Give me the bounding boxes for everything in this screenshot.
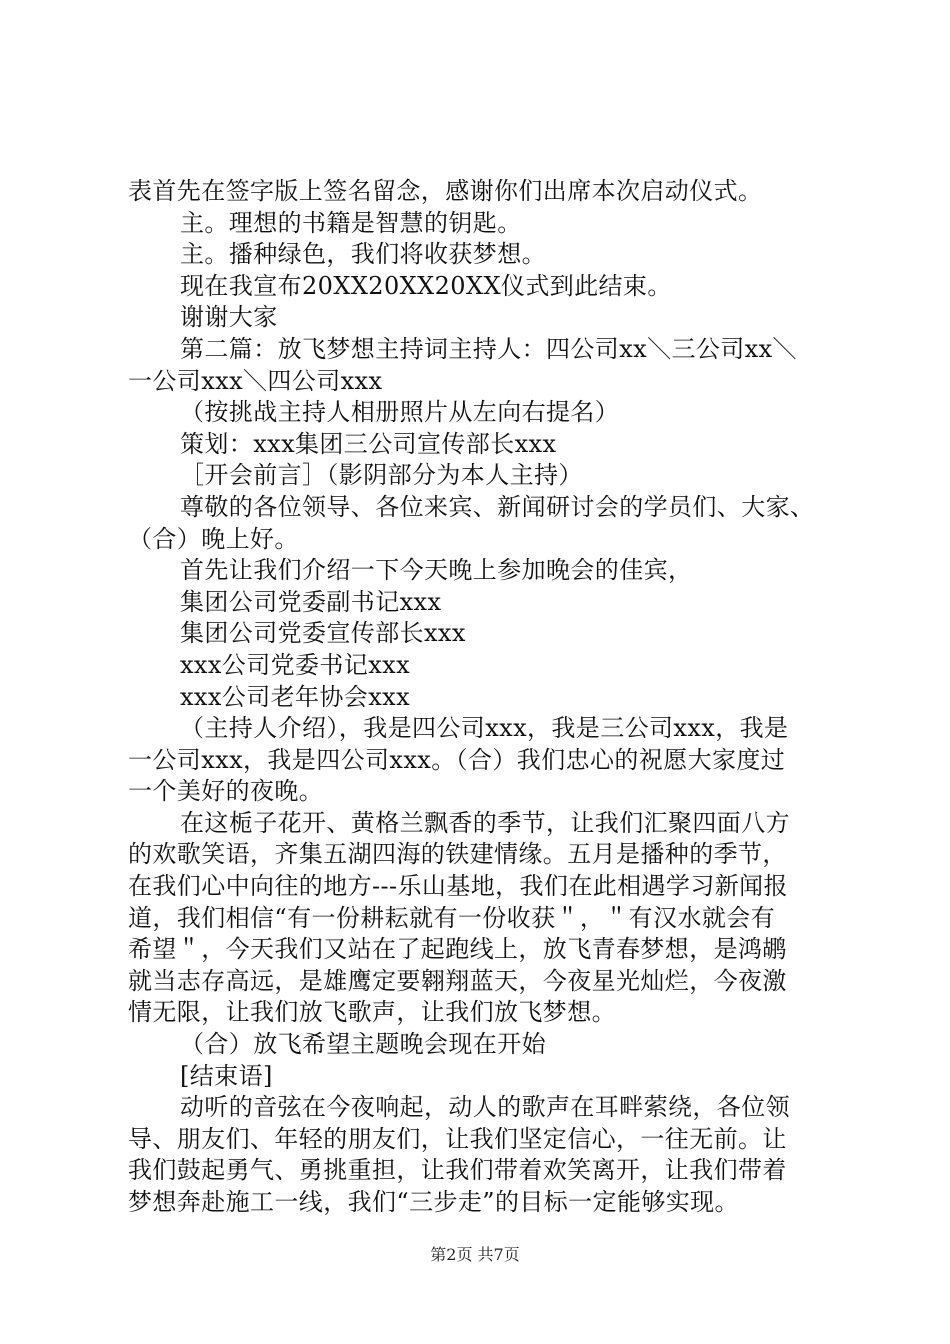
text-line: 首先让我们介绍一下今天晚上参加晚会的佳宾， <box>180 556 693 585</box>
text-line: 就当志存高远，是雄鹰定要翱翔蓝天，今夜星光灿烂，今夜激 <box>128 966 787 995</box>
document-body <box>128 176 834 1219</box>
text-line: 我们鼓起勇气、勇挑重担，让我们带着欢笑离开，让我们带着 <box>128 1156 787 1185</box>
text-line: （合）放飞希望主题晚会现在开始 <box>180 1030 546 1059</box>
text-line: xxx公司党委书记xxx <box>180 650 411 679</box>
text-line: 情无限，让我们放飞歌声，让我们放飞梦想。 <box>128 998 616 1027</box>
text-line: 导、朋友们、年轻的朋友们，让我们坚定信心，一往无前。让 <box>128 1124 787 1153</box>
text-line: 尊敬的各位领导、各位来宾、新闻研讨会的学员们、大家、 <box>180 492 815 521</box>
text-line: （按挑战主持人相册照片从左向右提名） <box>180 398 620 427</box>
text-line: xxx公司老年协会xxx <box>180 682 411 711</box>
text-line: 一公司xxx，我是四公司xxx。（合）我们忠心的祝愿大家度过 <box>128 745 786 774</box>
text-line: （合）晚上好。 <box>128 524 299 553</box>
page-footer: 第2页 共7页 <box>430 1245 520 1264</box>
text-line: ［开会前言］（影阴部分为本人主持） <box>180 461 583 490</box>
text-line: 梦想奔赴施工一线，我们“三步走”的目标一定能够实现。 <box>128 1188 739 1216</box>
text-line: 一个美好的夜晚。 <box>128 777 324 806</box>
text-line: 谢谢大家 <box>180 303 278 332</box>
text-line: 一公司xxx＼四公司xxx <box>128 366 383 395</box>
text-line: 希望＂，今天我们又站在了起跑线上，放飞青春梦想，是鸿鹕 <box>128 935 787 964</box>
text-line: 主。理想的书籍是智慧的钥匙。 <box>180 208 522 237</box>
text-line: [结束语] <box>180 1061 273 1090</box>
text-line: （主持人介绍），我是四公司xxx，我是三公司xxx，我是 <box>180 714 789 743</box>
text-line: 在这栀子花开、黄格兰飘香的季节，让我们汇聚四面八方 <box>180 808 790 837</box>
text-line: 集团公司党委宣传部长xxx <box>180 619 466 648</box>
text-line: 现在我宣布20XX20XX20XX仪式到此结束。 <box>180 271 672 300</box>
text-line: 集团公司党委副书记xxx <box>180 587 442 616</box>
text-line: 表首先在签字版上签名留念，感谢你们出席本次启动仪式。 <box>128 177 763 205</box>
text-line: 第二篇：放飞梦想主持词主持人：四公司xx＼三公司xx＼ <box>180 334 797 363</box>
text-line: 的欢歌笑语，齐集五湖四海的铁建情缘。五月是播种的季节， <box>128 840 787 869</box>
text-line: 主。播种绿色，我们将收获梦想。 <box>180 240 546 269</box>
text-line: 动听的音弦在今夜响起，动人的歌声在耳畔萦绕，各位领 <box>180 1093 790 1122</box>
text-line: 道，我们相信“有一份耕耘就有一份收获＂，＂有汉水就会有 <box>128 903 776 932</box>
text-line: 在我们心中向往的地方---乐山基地，我们在此相遇学习新闻报 <box>128 872 788 901</box>
text-line: 策划：xxx集团三公司宣传部长xxx <box>180 429 557 458</box>
